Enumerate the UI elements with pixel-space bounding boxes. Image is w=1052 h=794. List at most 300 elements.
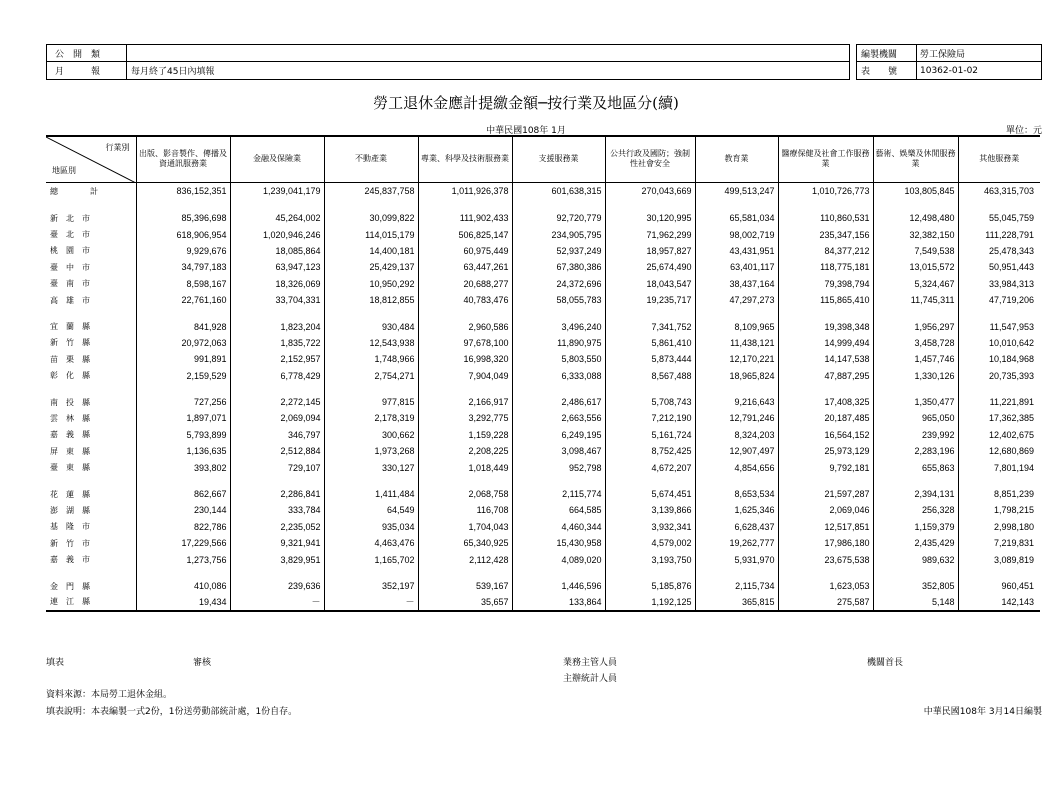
value-cell: 2,272,145: [230, 394, 324, 410]
area-cell: 宜 蘭 縣: [46, 318, 136, 334]
sign-review: 審核: [193, 658, 212, 668]
value-cell: 965,050: [873, 410, 958, 426]
area-cell: 金 門 縣: [46, 578, 136, 594]
column-header: 教育業: [695, 136, 778, 182]
value-cell: 1,704,043: [418, 519, 512, 535]
spacer-cell: [136, 568, 230, 578]
value-cell: 275,587: [778, 594, 873, 610]
spacer-cell: [136, 384, 230, 394]
value-cell: 64,549: [324, 502, 418, 518]
value-cell: 18,326,069: [230, 276, 324, 292]
value-cell: 1,159,379: [873, 519, 958, 535]
spacer-cell: [695, 384, 778, 394]
area-cell: 總 計: [46, 182, 136, 200]
value-cell: 6,333,088: [512, 368, 605, 384]
spacer-cell: [136, 200, 230, 210]
table-row: [46, 427, 1040, 443]
value-cell: 47,297,273: [695, 292, 778, 308]
value-cell: 20,688,277: [418, 276, 512, 292]
column-header: 專業、科學及技術服務業: [418, 136, 512, 182]
value-cell: 111,902,433: [418, 210, 512, 226]
value-cell: 1,159,228: [418, 427, 512, 443]
value-cell: 114,015,179: [324, 226, 418, 242]
area-cell: 新 竹 市: [46, 535, 136, 551]
value-cell: 4,463,476: [324, 535, 418, 551]
value-cell: 1,956,297: [873, 318, 958, 334]
spacer-cell: [230, 200, 324, 210]
value-cell: 3,496,240: [512, 318, 605, 334]
table-body: [46, 182, 1040, 611]
value-cell: 11,221,891: [989, 397, 1034, 408]
value-cell: 3,193,750: [605, 551, 695, 567]
value-cell: 862,667: [136, 486, 230, 502]
value-cell: 6,628,437: [695, 519, 778, 535]
value-cell: 2,068,758: [418, 486, 512, 502]
value-cell: 8,109,965: [695, 318, 778, 334]
spacer-cell: [605, 384, 695, 394]
header-label: 編製機關: [857, 45, 917, 61]
value-cell: 65,581,034: [695, 210, 778, 226]
spacer-cell: [418, 200, 512, 210]
table-row: [46, 578, 1040, 594]
value-cell: 365,815: [695, 594, 778, 610]
value-cell: 34,797,183: [136, 259, 230, 275]
value-cell: 5,708,743: [605, 394, 695, 410]
value-cell: 601,638,315: [512, 182, 605, 200]
value-cell: 111,228,791: [985, 229, 1034, 240]
spacer-cell: [324, 568, 418, 578]
spacer-cell: [46, 308, 136, 318]
area-cell: 臺 東 縣: [46, 459, 136, 475]
area-cell: 桃 園 市: [46, 243, 136, 259]
value-cell: 3,292,775: [418, 410, 512, 426]
value-cell: 12,907,497: [695, 443, 778, 459]
value-cell: 977,815: [324, 394, 418, 410]
header-label: 公 開 類: [47, 45, 127, 61]
sign-stat: 主辦統計人員: [563, 674, 618, 684]
value-cell: 841,928: [136, 318, 230, 334]
value-cell: 991,891: [136, 351, 230, 367]
value-cell: 16,998,320: [418, 351, 512, 367]
value-cell: 2,283,196: [873, 443, 958, 459]
value-cell: 14,999,494: [778, 335, 873, 351]
value-cell: 256,328: [873, 502, 958, 518]
value-cell: 133,864: [512, 594, 605, 610]
value-cell: 85,396,698: [136, 210, 230, 226]
table-row: [46, 335, 1040, 351]
spacer-cell: [136, 476, 230, 486]
value-cell: 3,932,341: [605, 519, 695, 535]
group-spacer: [46, 476, 1040, 486]
value-cell: 1,239,041,179: [230, 182, 324, 200]
value-cell: 1,192,125: [605, 594, 695, 610]
group-spacer: [46, 384, 1040, 394]
value-cell: 115,865,410: [778, 292, 873, 308]
value-cell: 33,984,313: [988, 278, 1034, 289]
value-cell: 5,861,410: [605, 335, 695, 351]
value-cell: 10,010,642: [988, 337, 1034, 348]
value-cell: 235,347,156: [778, 226, 873, 242]
value-cell: 20,735,393: [988, 370, 1034, 381]
value-cell: 1,835,722: [230, 335, 324, 351]
value-cell: 8,324,203: [695, 427, 778, 443]
value-cell: 35,657: [418, 594, 512, 610]
value-cell: 2,754,271: [324, 368, 418, 384]
value-cell: 17,229,566: [136, 535, 230, 551]
value-cell: 12,543,938: [324, 335, 418, 351]
value-cell: 79,398,794: [778, 276, 873, 292]
header-row-category: [47, 45, 849, 62]
value-cell: 32,382,150: [873, 226, 958, 242]
value-cell: 5,185,876: [605, 578, 695, 594]
value-cell: 116,708: [418, 502, 512, 518]
spacer-cell: [958, 384, 1040, 394]
value-cell: 1,136,635: [136, 443, 230, 459]
spacer-cell: [512, 308, 605, 318]
value-cell: 18,085,864: [230, 243, 324, 259]
value-cell: 2,112,428: [418, 551, 512, 567]
table-row: [46, 243, 1040, 259]
value-cell: 3,139,866: [605, 502, 695, 518]
area-cell: 彰 化 縣: [46, 368, 136, 384]
spacer-cell: [46, 568, 136, 578]
area-cell: 苗 栗 縣: [46, 351, 136, 367]
table-row: [46, 292, 1040, 308]
group-spacer: [46, 308, 1040, 318]
column-header: 其他服務業: [958, 136, 1040, 182]
value-cell: 1,010,726,773: [778, 182, 873, 200]
spacer-cell: [695, 476, 778, 486]
value-cell: 12,402,675: [988, 429, 1034, 440]
value-cell: 506,825,147: [418, 226, 512, 242]
spacer-cell: [873, 568, 958, 578]
table-row: [46, 535, 1040, 551]
table-corner-cell: [46, 136, 136, 182]
value-cell: 1,350,477: [873, 394, 958, 410]
value-cell: 20,187,485: [778, 410, 873, 426]
value-cell: 7,219,831: [993, 538, 1034, 549]
value-cell: 21,597,287: [778, 486, 873, 502]
value-cell: 3,098,467: [512, 443, 605, 459]
value-cell: 12,791,246: [695, 410, 778, 426]
spacer-cell: [873, 384, 958, 394]
value-cell: 333,784: [230, 502, 324, 518]
spacer-cell: [958, 200, 1040, 210]
report-unit: 單位：元: [1005, 126, 1042, 136]
value-cell: 8,851,239: [993, 489, 1034, 500]
spacer-cell: [778, 200, 873, 210]
spacer-cell: [418, 308, 512, 318]
value-cell: 4,460,344: [512, 519, 605, 535]
value-cell: 5,793,899: [136, 427, 230, 443]
value-cell: 2,159,529: [136, 368, 230, 384]
corner-label-region: 地區別: [52, 165, 76, 175]
value-cell: 10,950,292: [324, 276, 418, 292]
area-cell: 基 隆 市: [46, 519, 136, 535]
value-cell: 7,549,538: [873, 243, 958, 259]
value-cell: 25,478,343: [988, 245, 1034, 256]
spacer-cell: [605, 476, 695, 486]
data-table-wrapper: [46, 135, 1040, 612]
value-cell: 1,748,966: [324, 351, 418, 367]
value-cell: 2,286,841: [230, 486, 324, 502]
value-cell: 50,951,443: [988, 262, 1034, 273]
column-header: 醫療保健及社會工作服務業: [778, 136, 873, 182]
compile-date: 中華民國108年 3月14日編製: [923, 707, 1042, 717]
spacer-cell: [695, 200, 778, 210]
value-cell: 1,330,126: [873, 368, 958, 384]
area-cell: 高 雄 市: [46, 292, 136, 308]
value-cell: 65,340,925: [418, 535, 512, 551]
value-cell: 25,973,129: [778, 443, 873, 459]
value-cell: 18,965,824: [695, 368, 778, 384]
value-cell: 727,256: [136, 394, 230, 410]
value-cell: 2,663,556: [512, 410, 605, 426]
table-row: [46, 210, 1040, 226]
note-source: 資料來源：本局勞工退休金組。: [46, 690, 173, 700]
header-left-box: [46, 44, 850, 80]
value-cell: 63,401,117: [695, 259, 778, 275]
value-cell: 30,099,822: [324, 210, 418, 226]
value-cell: 822,786: [136, 519, 230, 535]
value-cell: 20,972,063: [136, 335, 230, 351]
value-cell: 33,704,331: [230, 292, 324, 308]
spacer-cell: [230, 568, 324, 578]
value-cell: 1,897,071: [136, 410, 230, 426]
group-spacer: [46, 568, 1040, 578]
table-row: [46, 276, 1040, 292]
spacer-cell: [778, 308, 873, 318]
value-cell: 1,823,204: [230, 318, 324, 334]
value-cell: 25,674,490: [605, 259, 695, 275]
table-header-row: [46, 136, 1040, 182]
value-cell: 9,792,181: [778, 459, 873, 475]
spacer-cell: [512, 200, 605, 210]
value-cell: 14,400,181: [324, 243, 418, 259]
value-cell: 234,905,795: [512, 226, 605, 242]
value-cell: 239,992: [873, 427, 958, 443]
value-cell: －: [324, 594, 418, 610]
value-cell: 92,720,779: [512, 210, 605, 226]
spacer-cell: [605, 200, 695, 210]
value-cell: 960,451: [1001, 581, 1034, 591]
value-cell: 1,018,449: [418, 459, 512, 475]
table-row: [46, 486, 1040, 502]
spacer-cell: [778, 476, 873, 486]
table-row: [46, 351, 1040, 367]
value-cell: 410,086: [136, 578, 230, 594]
value-cell: 5,873,444: [605, 351, 695, 367]
value-cell: 12,170,221: [695, 351, 778, 367]
value-cell: 18,812,855: [324, 292, 418, 308]
value-cell: 346,797: [230, 427, 324, 443]
area-cell: 雲 林 縣: [46, 410, 136, 426]
header-value: [127, 45, 131, 61]
value-cell: 618,906,954: [136, 226, 230, 242]
value-cell: 63,447,261: [418, 259, 512, 275]
value-cell: 22,761,160: [136, 292, 230, 308]
value-cell: 4,089,020: [512, 551, 605, 567]
spacer-cell: [605, 308, 695, 318]
spacer-cell: [873, 308, 958, 318]
value-cell: 55,045,759: [988, 213, 1034, 224]
spacer-cell: [324, 200, 418, 210]
value-cell: 11,438,121: [695, 335, 778, 351]
column-header: 公共行政及國防；強制性社會安全: [605, 136, 695, 182]
value-cell: 103,805,845: [873, 182, 958, 200]
area-cell: 嘉 義 市: [46, 551, 136, 567]
spacer-cell: [958, 476, 1040, 486]
value-cell: 1,973,268: [324, 443, 418, 459]
area-cell: 臺 南 市: [46, 276, 136, 292]
value-cell: 8,598,167: [136, 276, 230, 292]
header-right-box: [856, 44, 1042, 80]
value-cell: 97,678,100: [418, 335, 512, 351]
column-header: 不動產業: [324, 136, 418, 182]
value-cell: 17,986,180: [778, 535, 873, 551]
value-cell: 836,152,351: [136, 182, 230, 200]
value-cell: 5,674,451: [605, 486, 695, 502]
value-cell: 15,430,958: [512, 535, 605, 551]
value-cell: 2,486,617: [512, 394, 605, 410]
value-cell: 3,458,728: [873, 335, 958, 351]
value-cell: 17,362,385: [988, 413, 1034, 424]
value-cell: 1,625,346: [695, 502, 778, 518]
value-cell: 2,235,052: [230, 519, 324, 535]
value-cell: 664,585: [512, 502, 605, 518]
value-cell: 2,998,180: [993, 521, 1034, 532]
value-cell: 8,567,488: [605, 368, 695, 384]
value-cell: 13,015,572: [873, 259, 958, 275]
area-cell: 南 投 縣: [46, 394, 136, 410]
value-cell: 24,372,696: [512, 276, 605, 292]
sign-fill: 填表: [46, 658, 65, 668]
value-cell: 3,829,951: [230, 551, 324, 567]
value-cell: 12,680,869: [988, 446, 1034, 457]
value-cell: 5,803,550: [512, 351, 605, 367]
table-row: [46, 368, 1040, 384]
value-cell: 9,321,941: [230, 535, 324, 551]
value-cell: 38,437,164: [695, 276, 778, 292]
value-cell: 43,431,951: [695, 243, 778, 259]
header-row-agency: [857, 45, 1041, 62]
note-description: 填表說明：本表編製一式2份，1份送勞動部統計處，1份自存。: [46, 707, 298, 717]
area-cell: 臺 北 市: [46, 226, 136, 242]
value-cell: 60,975,449: [418, 243, 512, 259]
value-cell: 71,962,299: [605, 226, 695, 242]
value-cell: 58,055,783: [512, 292, 605, 308]
group-spacer: [46, 200, 1040, 210]
header-label: 月 報: [47, 62, 127, 79]
spacer-cell: [512, 384, 605, 394]
value-cell: 12,498,480: [873, 210, 958, 226]
table-row: [46, 519, 1040, 535]
corner-label-industry: 行業別: [105, 143, 130, 152]
value-cell: 4,854,656: [695, 459, 778, 475]
value-cell: 63,947,123: [230, 259, 324, 275]
value-cell: 1,798,215: [993, 505, 1034, 516]
value-cell: 2,960,586: [418, 318, 512, 334]
value-cell: 67,380,386: [512, 259, 605, 275]
value-cell: 23,675,538: [778, 551, 873, 567]
value-cell: 19,398,348: [778, 318, 873, 334]
table-row: [46, 410, 1040, 426]
value-cell: 1,273,756: [136, 551, 230, 567]
value-cell: 930,484: [324, 318, 418, 334]
value-cell: 989,632: [873, 551, 958, 567]
value-cell: 7,801,194: [993, 462, 1034, 473]
spacer-cell: [418, 476, 512, 486]
spacer-cell: [418, 568, 512, 578]
value-cell: 2,394,131: [873, 486, 958, 502]
value-cell: 352,197: [324, 578, 418, 594]
spacer-cell: [46, 384, 136, 394]
value-cell: 40,783,476: [418, 292, 512, 308]
area-cell: 新 竹 縣: [46, 335, 136, 351]
data-table: [46, 135, 1040, 612]
value-cell: 1,011,926,378: [418, 182, 512, 200]
spacer-cell: [873, 200, 958, 210]
column-header: 金融及保險業: [230, 136, 324, 182]
value-cell: 7,212,190: [605, 410, 695, 426]
value-cell: 19,235,717: [605, 292, 695, 308]
value-cell: －: [230, 594, 324, 610]
value-cell: 52,937,249: [512, 243, 605, 259]
value-cell: 47,887,295: [778, 368, 873, 384]
value-cell: 539,167: [418, 578, 512, 594]
sign-chief: 業務主管人員: [563, 658, 618, 668]
value-cell: 245,837,758: [324, 182, 418, 200]
value-cell: 5,148: [873, 594, 958, 610]
column-header: 支援服務業: [512, 136, 605, 182]
value-cell: 11,547,953: [989, 321, 1034, 332]
value-cell: 1,623,053: [778, 578, 873, 594]
total-row: [46, 182, 1040, 200]
spacer-cell: [136, 308, 230, 318]
table-row: [46, 259, 1040, 275]
column-header: 出版、影音製作、傳播及資通訊服務業: [136, 136, 230, 182]
area-cell: 花 蓮 縣: [46, 486, 136, 502]
table-row: [46, 394, 1040, 410]
value-cell: 5,161,724: [605, 427, 695, 443]
spacer-cell: [958, 568, 1040, 578]
table-row: [46, 318, 1040, 334]
value-cell: 393,802: [136, 459, 230, 475]
header-value: 每月終了45日內填報: [131, 67, 215, 77]
value-cell: 45,264,002: [230, 210, 324, 226]
value-cell: 2,069,046: [778, 502, 873, 518]
value-cell: 142,143: [958, 594, 1040, 610]
value-cell: 18,957,827: [605, 243, 695, 259]
value-cell: 729,107: [230, 459, 324, 475]
value-cell: 330,127: [324, 459, 418, 475]
value-cell: 19,434: [136, 594, 230, 610]
spacer-cell: [605, 568, 695, 578]
header-row-frequency: [47, 62, 849, 79]
spacer-cell: [695, 568, 778, 578]
value-cell: 655,863: [873, 459, 958, 475]
value-cell: 2,178,319: [324, 410, 418, 426]
spacer-cell: [230, 476, 324, 486]
value-cell: 19,262,777: [695, 535, 778, 551]
spacer-cell: [46, 200, 136, 210]
value-cell: 10,184,968: [988, 354, 1034, 365]
value-cell: 4,672,207: [605, 459, 695, 475]
table-row: [46, 502, 1040, 518]
value-cell: 1,457,746: [873, 351, 958, 367]
spacer-cell: [778, 568, 873, 578]
value-cell: 2,512,884: [230, 443, 324, 459]
